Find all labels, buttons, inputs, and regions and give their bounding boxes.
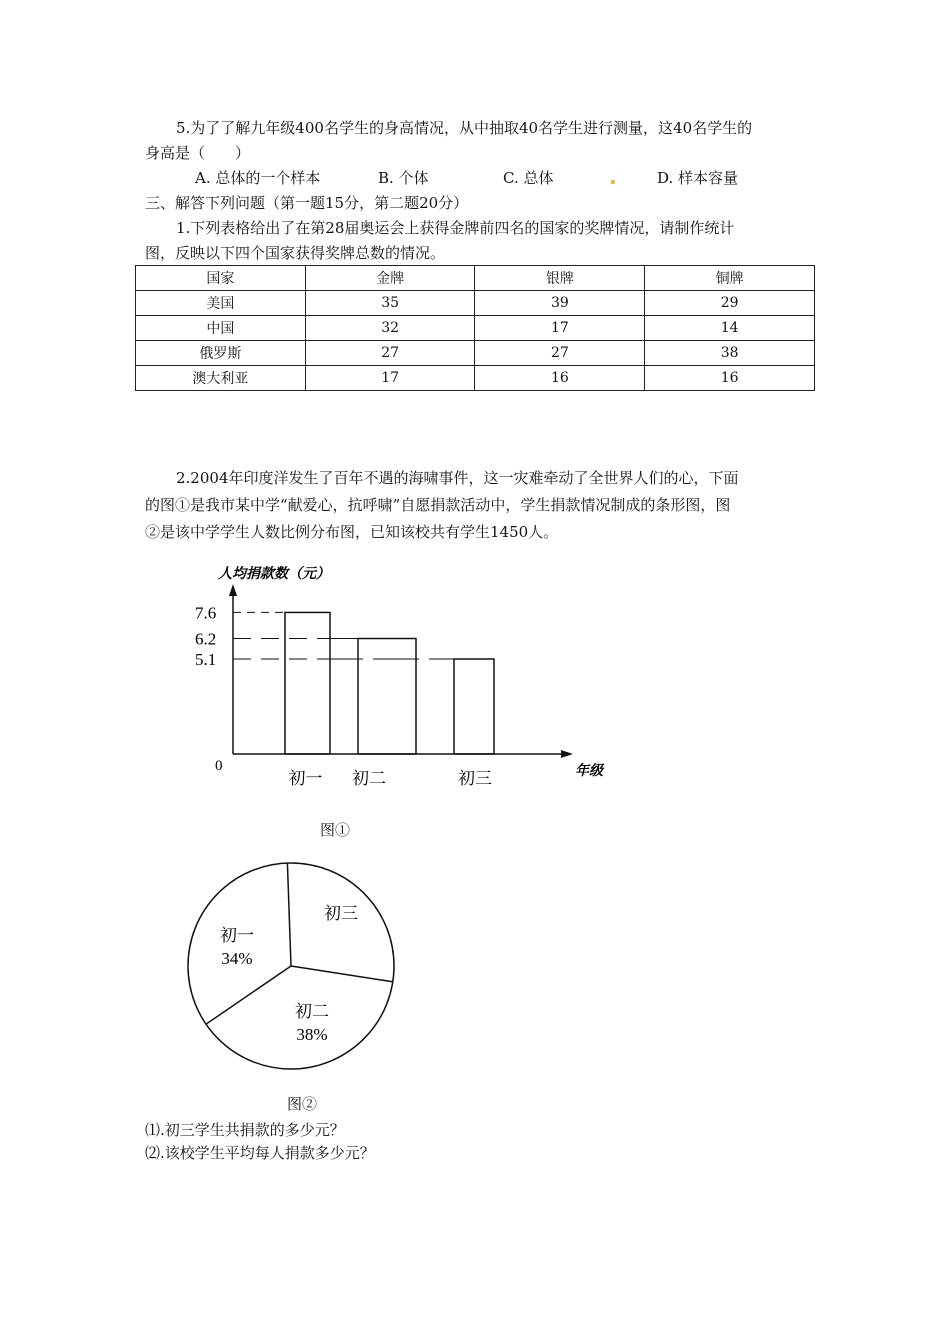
pie-slice-boundary (291, 966, 393, 982)
table-cell: 俄罗斯 (136, 341, 306, 366)
q2-line-2: 的图①是我市某中学“献爱心，抗呼啸”自愿捐款活动中，学生捐款情况制成的条形图，图 (145, 496, 731, 514)
q5-line-2: 身高是（ ） (145, 144, 251, 162)
pie-slice-label: 初一 (220, 926, 254, 945)
table-cell: 35 (305, 291, 475, 316)
highlight-mark (611, 180, 615, 184)
fig1-caption: 图① (320, 821, 351, 839)
table-cell: 38 (645, 341, 815, 366)
table-cell: 32 (305, 316, 475, 341)
sub-question-1: ⑴.初三学生共捐款的多少元？ (145, 1121, 345, 1139)
x-axis-arrow (561, 750, 573, 758)
pie-slice-boundary (206, 966, 291, 1024)
y-tick-label: 6.2 (195, 629, 217, 649)
table-header-row (136, 266, 815, 291)
y-tick-label: 5.1 (195, 650, 217, 669)
q1-line-2: 图，反映以下四个国家获得奖牌总数的情况。 (145, 244, 446, 262)
pie-slice-label: 初三 (324, 904, 358, 923)
origin-label: 0 (215, 758, 223, 774)
medal-table (135, 265, 815, 391)
y-axis-arrow (229, 584, 237, 596)
pie-slice-percent: 34% (221, 949, 253, 968)
header-bronze: 铜牌 (645, 266, 815, 291)
table-cell: 29 (645, 291, 815, 316)
pie-chart (185, 857, 405, 1077)
table-cell: 27 (305, 341, 475, 366)
q5-line-1: 5.为了了解九年级400名学生的身高情况，从中抽取40名学生进行测量，这40名学生的 (176, 119, 753, 137)
option-c: C. 总体 (503, 169, 554, 187)
bar-chart (185, 560, 605, 810)
x-axis-label: 年级 (575, 764, 603, 779)
x-tick-label: 初三 (458, 769, 492, 788)
table-cell: 16 (475, 366, 645, 391)
table-cell: 中国 (136, 316, 306, 341)
bar (454, 659, 494, 754)
sub-question-2: ⑵.该校学生平均每人捐款多少元？ (145, 1144, 375, 1162)
table-row (136, 341, 815, 366)
table-cell: 美国 (136, 291, 306, 316)
y-axis-label: 人均捐款数（元） (218, 567, 330, 582)
bar (358, 639, 416, 754)
table-row (136, 366, 815, 391)
table-cell: 澳大利亚 (136, 366, 306, 391)
x-tick-label: 初二 (352, 769, 386, 788)
table-row (136, 291, 815, 316)
q1-line-1: 1.下列表格给出了在第28届奥运会上获得金牌前四名的国家的奖牌情况，请制作统计 (176, 219, 735, 237)
x-tick-label: 初一 (288, 769, 323, 788)
header-silver: 银牌 (475, 266, 645, 291)
pie-slice-label: 初二 (295, 1002, 329, 1021)
pie-slice-percent: 38% (296, 1025, 328, 1044)
option-b: B. 个体 (378, 169, 429, 187)
table-row (136, 316, 815, 341)
header-country: 国家 (136, 266, 306, 291)
table-cell: 27 (475, 341, 645, 366)
table-cell: 39 (475, 291, 645, 316)
q2-line-1: 2.2004年印度洋发生了百年不遇的海啸事件，这一灾难牵动了全世界人们的心，下面 (176, 469, 739, 487)
pie-slice-boundary (287, 863, 291, 966)
header-gold: 金牌 (305, 266, 475, 291)
y-tick-label: 7.6 (195, 603, 217, 623)
option-a: A. 总体的一个样本 (195, 169, 321, 187)
table-cell: 14 (645, 316, 815, 341)
table-cell: 17 (305, 366, 475, 391)
table-cell: 16 (645, 366, 815, 391)
bar (285, 612, 330, 754)
option-d: D. 样本容量 (657, 169, 739, 187)
table-cell: 17 (475, 316, 645, 341)
fig2-caption: 图② (287, 1095, 318, 1113)
section-3-title: 三、解答下列问题（第一题15分，第二题20分） (145, 194, 469, 212)
q2-line-3: ②是该中学学生人数比例分布图，已知该校共有学生1450人。 (145, 523, 559, 541)
